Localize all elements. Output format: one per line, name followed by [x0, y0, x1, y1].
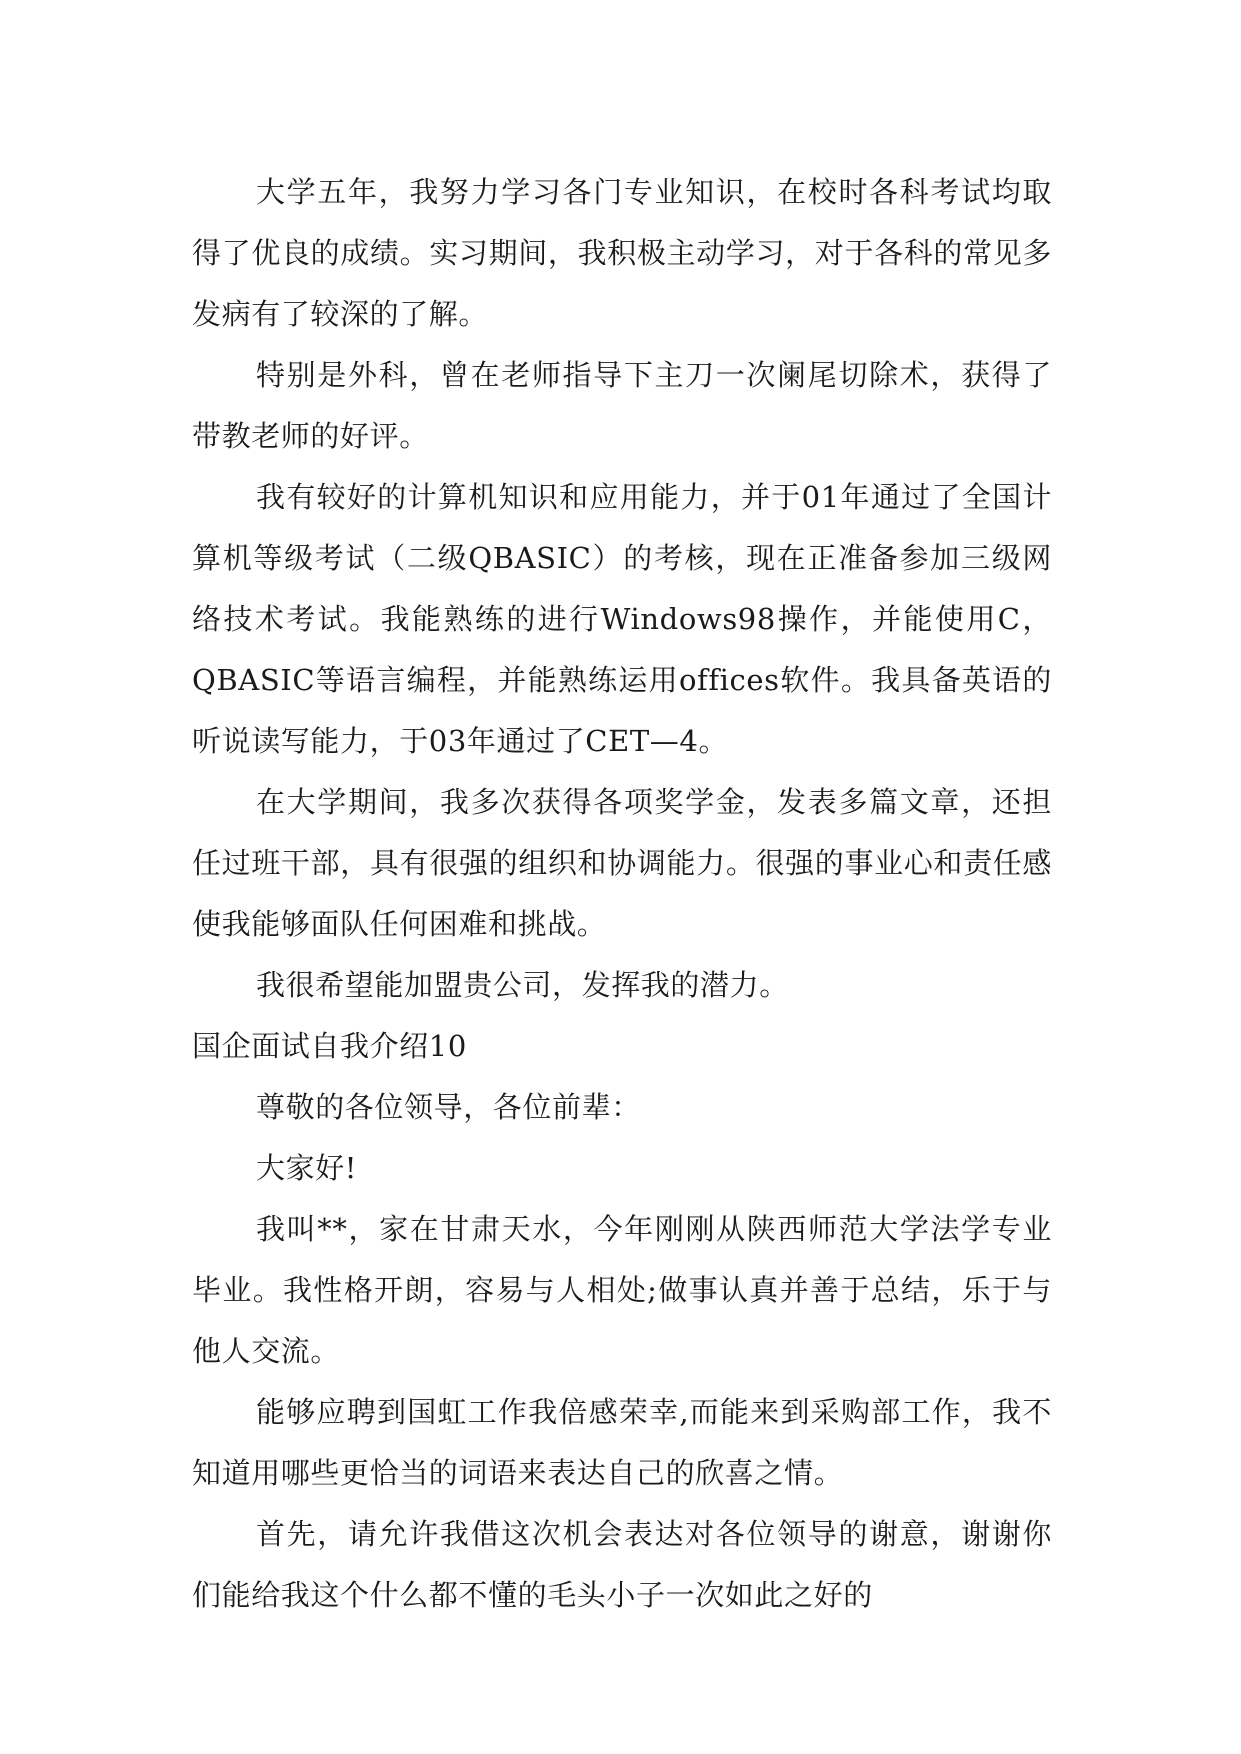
paragraph: 大学五年，我努力学习各门专业知识，在校时各科考试均取得了优良的成绩。实习期间，我积极主动学习，对于各科的常见多发病有了较深的了解。 — [192, 175, 1052, 331]
paragraph: 尊敬的各位领导，各位前辈： — [256, 1090, 641, 1124]
paragraph: 特别是外科，曾在老师指导下主刀一次阑尾切除术，获得了带教老师的好评。 — [192, 358, 1052, 453]
paragraph: 我很希望能加盟贵公司，发挥我的潜力。 — [256, 968, 789, 1002]
document-body — [192, 162, 1052, 1626]
paragraph: 能够应聘到国虹工作我倍感荣幸,而能来到采购部工作，我不知道用哪些更恰当的词语来表达自己的欣喜之情。 — [192, 1395, 1052, 1490]
paragraph: 我有较好的计算机知识和应用能力，并于01年通过了全国计算机等级考试（二级QBASIC）的考核，现在正准备参加三级网络技术考试。我能熟练的进行Windows98操作，并能使用C，QBASIC等语言编程，并能熟练运用offices软件。我具备英语的听说读写能力，于03年通过了CET—4。 — [192, 480, 1052, 758]
paragraph: 在大学期间，我多次获得各项奖学金，发表多篇文章，还担任过班干部，具有很强的组织和协调能力。很强的事业心和责任感使我能够面队任何困难和挑战。 — [192, 785, 1052, 941]
paragraph: 首先，请允许我借这次机会表达对各位领导的谢意，谢谢你们能给我这个什么都不懂的毛头小子一次如此之好的 — [192, 1517, 1052, 1612]
section-title: 国企面试自我介绍10 — [192, 1029, 467, 1063]
paragraph: 大家好! — [256, 1151, 358, 1185]
paragraph: 我叫**，家在甘肃天水，今年刚刚从陕西师范大学法学专业毕业。我性格开朗，容易与人相处;做事认真并善于总结，乐于与他人交流。 — [192, 1212, 1052, 1368]
